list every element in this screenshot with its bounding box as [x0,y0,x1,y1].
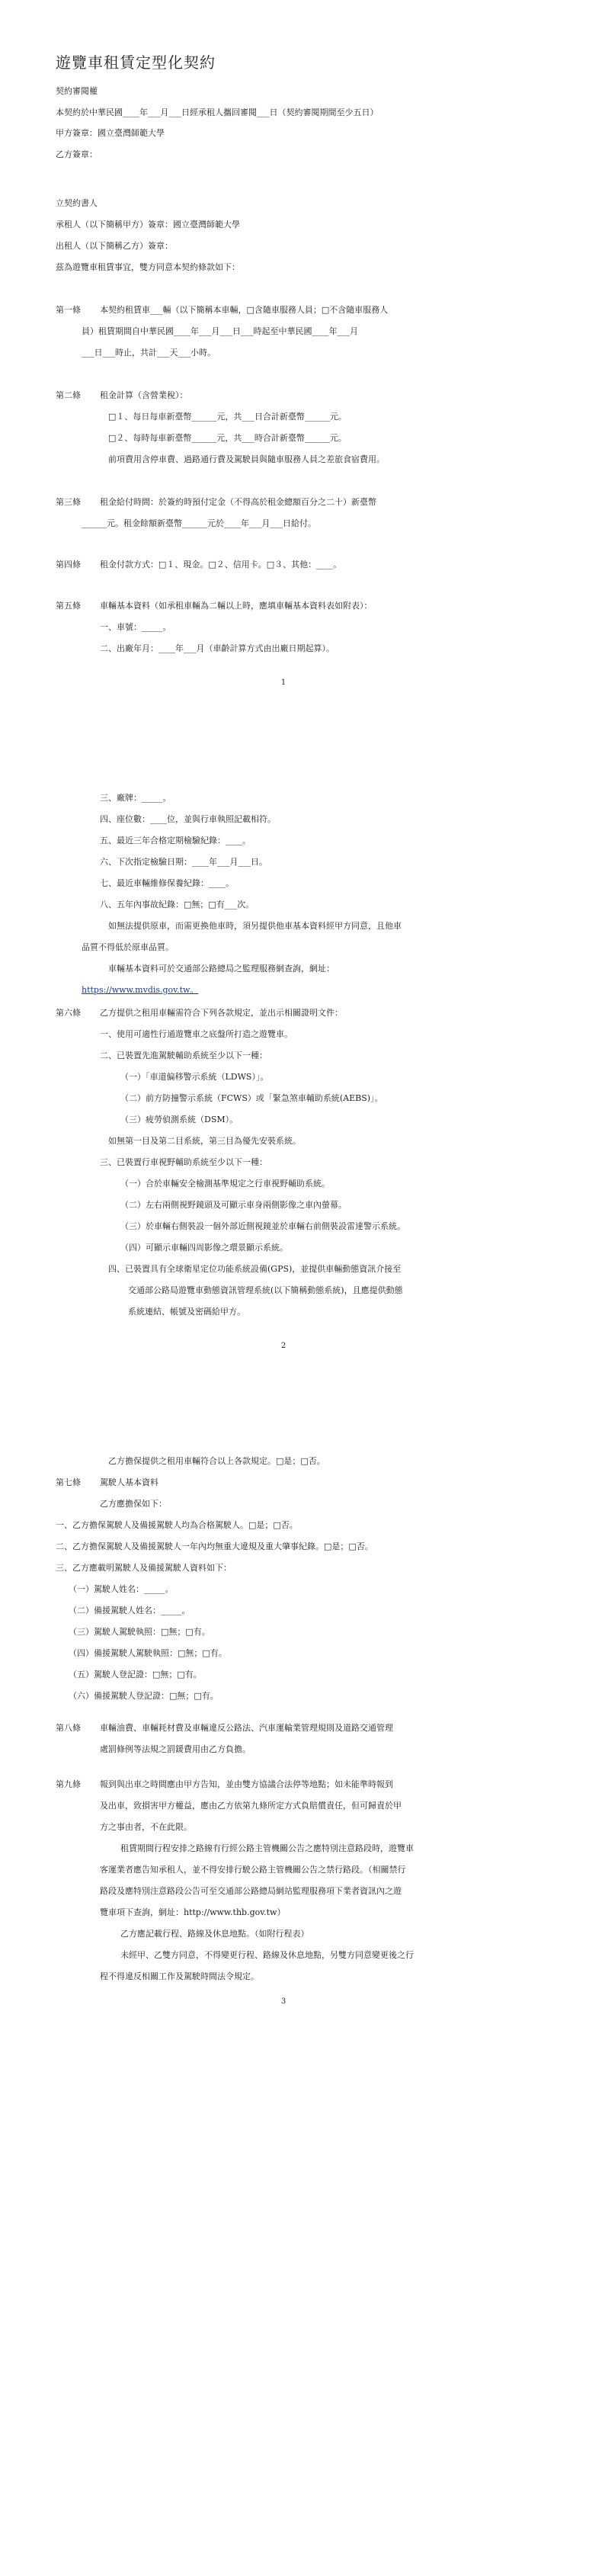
vehicle-info-line: 六、下次指定檢驗日期：____年___月___日。 [100,857,267,867]
article-3-label: 第三條 [56,497,81,507]
review-line: 本契約於中華民國____年___月___日經承租人攜回審閱___日（契約審閱期間至少五日） [56,107,379,117]
article-2-line: 前項費用含停車費、過路通行費及駕駛員與隨車服務人員之差旅食宿費用。 [108,454,385,464]
warranty-line: 乙方擔保提供之租用車輛符合以上各款規定。□是；□否。 [108,1456,325,1466]
article-5-line: 車輛基本資料（如承租車輛為二輛以上時，應填車輛基本資料表如附表）： [100,601,373,611]
article-9-line: 程不得違反相關工作及駕駛時間法令規定。 [100,1971,259,1981]
page-title: 遊覽車租賃定型化契約 [56,53,216,72]
article-6-line: （三）疲勞偵測系統（DSM）。 [120,1115,238,1124]
article-1-line: ___日___時止，共計___天___小時。 [82,348,216,358]
vehicle-info-line: 三、廠牌：_____。 [100,793,171,803]
article-9-line: 乙方應記載行程、路線及休息地點。（如附行程表） [120,1929,309,1939]
vehicle-info-line: 品質不得低於原車品質。 [82,942,174,952]
article-7-line: 乙方應擔保如下： [100,1499,167,1509]
article-2-line: 租金計算（含營業稅）： [100,390,188,400]
article-6-label: 第六條 [56,1008,81,1018]
vehicle-info-line: 如無法提供原車，而需更換他車時，須另提供他車基本資料經甲方同意，且他車 [108,921,402,931]
agree-line: 茲為遊覽車租賃事宜，雙方同意本契約條款如下： [56,262,240,272]
article-7-line: （四）備援駕駛人駕駛執照：□無；□有。 [69,1648,227,1658]
article-7-label: 第七條 [56,1477,81,1487]
article-2-line: □２、每時每車新臺幣______元，共___時合計新臺幣______元。 [108,433,347,443]
article-6-line: 三、已裝置行車視野輔助系統至少以下一種： [100,1157,267,1167]
lessor-line: 出租人（以下簡稱乙方）簽章： [56,241,173,251]
article-6-line: 四、已裝置具有全球衛星定位功能系統設備(GPS)，並提供車輛動態資訊介接至 [108,1264,402,1274]
article-7-line: 三、乙方應載明駕駛人及備援駕駛人資料如下： [56,1563,232,1573]
mvdis-link[interactable]: https://www.mvdis.gov.tw。 [82,985,199,995]
article-1-line: 本契約租賃車___輛（以下簡稱本車輛，□含隨車服務人員；□不含隨車服務人 [100,305,389,315]
article-3-line: ______元。租金餘額新臺幣______元於____年___月___日給付。 [82,518,316,528]
article-6-line: （一）「車道偏移警示系統（LDWS）」。 [120,1072,269,1082]
article-4-line: 租金付款方式：□１、現金。□２、信用卡。□３、其他：____。 [100,560,342,569]
article-2-label: 第二條 [56,390,81,400]
vehicle-info-line: 五、最近三年合格定期檢驗紀錄：____。 [100,836,251,845]
article-9-line: 路段及應特別注意路段公告可至交通部公路總局網站監理服務項下業者資訊內之遊 [100,1886,402,1896]
article-6-line: （四）可顯示車輛四周影像之環景顯示系統。 [120,1243,288,1253]
party-b: 乙方簽章： [56,149,98,159]
article-4-label: 第四條 [56,560,81,569]
article-2-line: □１、每日每車新臺幣______元，共___日合計新臺幣______元。 [108,412,347,422]
article-9-line: 覽車項下查詢，網址：http://www.thb.gov.tw） [100,1907,286,1917]
party-a: 甲方簽章：國立臺灣師範大學 [56,128,165,138]
signers-title: 立契約書人 [56,198,98,208]
article-1-label: 第一條 [56,305,81,315]
article-1-line: 員）租賃期間自中華民國____年___月___日___時起至中華民國____年___月 [82,326,358,336]
lessee-line: 承租人（以下簡稱甲方）簽章：國立臺灣師範大學 [56,220,240,229]
article-8-line: 處罰條例等法規之罰鍰費用由乙方負擔。 [100,1744,251,1754]
article-6-line: （二）前方防撞警示系統（FCWS）或「緊急煞車輔助系統(AEBS)」。 [120,1093,383,1103]
page-number: 1 [280,678,286,687]
article-7-line: （六）備援駕駛人登記證：□無；□有。 [69,1691,219,1701]
article-9-line: 客運業者應告知承租人，並不得安排行駛公路主管機關公告之禁行路段。（相關禁行 [100,1865,406,1875]
article-3-line: 租金給付時間：於簽約時預付定金（不得高於租金總額百分之二十）新臺幣 [100,497,376,507]
vehicle-info-line: 八、五年內事故紀錄：□無；□有___次。 [100,900,254,909]
article-6-line: 二、已裝置先進駕駛輔助系統至少以下一種： [100,1051,267,1060]
article-5-label: 第五條 [56,601,81,611]
article-6-line: 系統連結、帳號及密碼給甲方。 [128,1307,245,1317]
article-7-line: （一）駕駛人姓名：_____。 [69,1584,174,1594]
article-9-line: 租賃期間行程安排之路線有行經公路主管機關公告之應特別注意路段時，遊覽車 [120,1843,414,1853]
article-6-line: 一、使用可適性行通遊覽車之底盤所打造之遊覽車。 [100,1029,293,1039]
article-6-line: 交通部公路局遊覽車動態資訊管理系統(以下簡稱動態系統)，且應提供動態 [128,1285,403,1295]
article-6-line: （一）合於車輛安全檢測基準規定之行車視野輔助系統。 [120,1179,330,1189]
page-number: 3 [280,1997,286,2006]
article-6-line: （三）於車輛右側裝設一個外部近側視鏡並於車輛右前側裝設雷達警示系統。 [120,1221,405,1231]
article-9-line: 方之事由者，不在此限。 [100,1822,192,1832]
article-5-line: 二、出廠年月：____年___月（車齡計算方式由出廠日期起算）。 [100,643,335,653]
article-7-line: 駕駛人基本資料 [100,1477,158,1487]
article-6-line: （二）左右兩側視野鏡頭及可顯示車身兩側影像之車內螢幕。 [120,1200,347,1210]
article-8-line: 車輛油費、車輛耗材費及車輛違反公路法、汽車運輸業管理規則及道路交通管理 [100,1723,393,1733]
vehicle-info-line: 四、座位數：____位，並與行車執照記載相符。 [100,814,276,824]
article-8-label: 第八條 [56,1723,81,1733]
article-9-label: 第九條 [56,1779,81,1789]
article-7-line: （三）駕駛人駕駛執照：□無；□有。 [69,1627,210,1637]
article-6-line: 乙方提供之租用車輛需符合下列各款規定，並出示相關證明文件： [100,1008,343,1018]
article-7-line: 二、乙方擔保駕駛人及備援駕駛人一年內均無重大違規及重大肇事紀錄。□是；□否。 [56,1541,373,1551]
article-7-line: （五）駕駛人登記證：□無；□有。 [69,1670,202,1679]
article-7-line: （二）備援駕駛人姓名：_____。 [69,1606,190,1615]
article-5-line: 一、車號：_____。 [100,622,171,632]
article-9-line: 及出車，致損害甲方權益，應由乙方依第九條所定方式負賠償責任，但可歸責於甲 [100,1801,402,1811]
review-period-heading: 契約審閱權 [56,86,98,96]
article-9-line: 報到與出車之時間應由甲方告知，並由雙方協議合法停等地點；如未能準時報到 [100,1779,393,1789]
vehicle-info-line: 七、最近車輛維修保養紀錄：____。 [100,878,234,888]
page-number: 2 [280,1342,286,1350]
article-6-line: 如無第一目及第二目系統，第三目為優先安裝系統。 [108,1136,301,1146]
article-9-line: 未經甲、乙雙方同意，不得變更行程、路線及休息地點，另雙方同意變更後之行 [120,1950,414,1960]
vehicle-info-line: 車輛基本資料可於交通部公路總局之監理服務網查詢，網址： [108,964,335,974]
article-7-line: 一、乙方擔保駕駛人及備援駕駛人均為合格駕駛人。□是；□否。 [56,1520,298,1530]
